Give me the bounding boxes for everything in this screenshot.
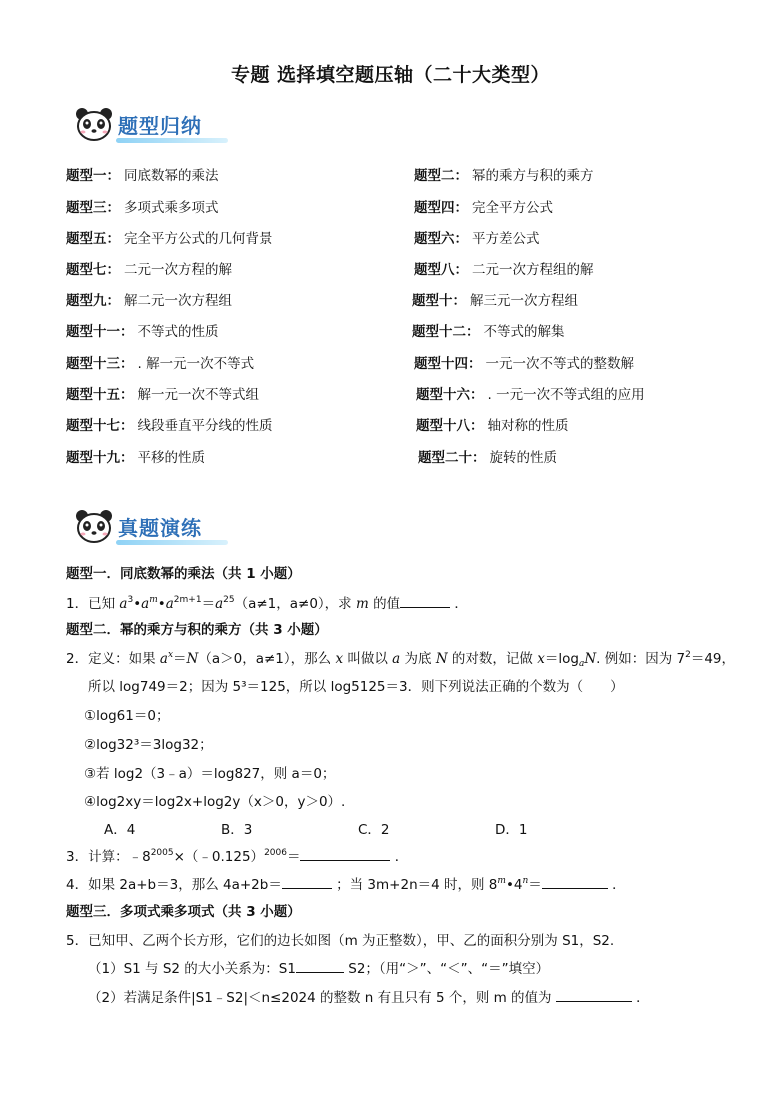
answer-blank[interactable] [282, 874, 332, 889]
type-list-item [66, 289, 232, 309]
type-text: 轴对称的性质 [487, 418, 569, 434]
type-list-item [66, 383, 259, 403]
type-list-item [414, 164, 594, 184]
type-label: 题型三： [66, 200, 120, 216]
type-list-item [414, 227, 540, 247]
type-list-item [66, 320, 219, 340]
type-text: 同底数幂的乘法 [124, 168, 219, 184]
type-text: 二元一次方程的解 [124, 262, 232, 278]
type-list-item [416, 383, 645, 403]
option-a[interactable]: A．4 [104, 822, 136, 838]
type-list-item [66, 227, 273, 247]
type-label: 题型二十： [418, 450, 486, 466]
answer-blank[interactable] [296, 958, 344, 973]
section-heading: 题型三．多项式乘多项式（共 3 小题） [66, 904, 301, 920]
type-label: 题型九： [66, 293, 120, 309]
type-label: 题型十二： [412, 324, 480, 340]
option-b[interactable]: B．3 [221, 822, 253, 838]
type-text: 多项式乘多项式 [124, 200, 219, 216]
type-label: 题型十四： [414, 356, 482, 372]
panda-icon [74, 508, 114, 544]
type-text: . 解一元一次不等式 [137, 356, 255, 372]
type-label: 题型十九： [66, 450, 134, 466]
type-label: 题型五： [66, 231, 120, 247]
type-label: 题型七： [66, 262, 120, 278]
type-list-item [66, 164, 219, 184]
type-text: 平移的性质 [137, 450, 205, 466]
type-list-item [412, 289, 578, 309]
section-banner-practice [70, 506, 230, 548]
question-2-line-1: 2．定义：如果 $a^x=N(a>0$，a≠1），那么 x 叫做以 a 为底 N 的对数，记做 $x=\log_aN$. 例如：因为 $7^2=49$， [66, 650, 736, 669]
option-c[interactable]: C．2 [358, 822, 390, 838]
type-list-item [414, 196, 553, 216]
type-text: 解一元一次不等式组 [137, 387, 259, 403]
type-text: 线段垂直平分线的性质 [137, 418, 273, 434]
type-label: 题型八： [414, 262, 468, 278]
statement-2: ②log32³＝3log32； [84, 737, 213, 753]
type-text: 解二元一次方程组 [124, 293, 232, 309]
type-list-item [414, 258, 594, 278]
banner-title: 题型归纳 [118, 114, 202, 138]
type-list-item [66, 446, 205, 466]
question-2-line-2: 所以 log749＝2；因为 5³＝125，所以 log5125＝3．则下列说法正确的个数为（ ） [88, 679, 624, 695]
question-5-line-1: 5．已知甲、乙两个长方形，它们的边长如图（m 为正整数），甲、乙的面积分别为 S1，S2. [66, 933, 615, 949]
type-list-item [412, 320, 565, 340]
type-label: 题型十八： [416, 418, 484, 434]
answer-blank[interactable] [556, 987, 632, 1002]
statement-3: ③若 log2（3﹣a）＝log827，则 a＝0； [84, 766, 336, 782]
type-list-item [416, 414, 569, 434]
type-label: 题型十七： [66, 418, 134, 434]
option-d[interactable]: D．1 [495, 822, 528, 838]
type-text: 完全平方公式 [472, 200, 553, 216]
type-list-item [66, 258, 232, 278]
type-text: 不等式的解集 [483, 324, 565, 340]
type-label: 题型十一： [66, 324, 134, 340]
section-banner-types [70, 104, 230, 146]
type-label: 题型十三： [66, 356, 134, 372]
statement-4: ④log2xy＝log2x+log2y（x＞0，y＞0）. [84, 794, 346, 810]
answer-blank[interactable] [400, 593, 450, 608]
type-text: 旋转的性质 [489, 450, 557, 466]
page-title: 专题 选择填空题压轴（二十大类型） [230, 64, 551, 86]
question-4: 4．如果 2a+b＝3，那么 4a+2b＝ ；当 3m+2n＝4 时，则 $8^m•4^n=$ ． [66, 876, 626, 893]
question-1: 1．已知 $a^3•a^m•a^{2m+1}=a^{25}(a\ne 1$，a≠0），求 m 的值 ． [66, 595, 468, 612]
type-list-item [66, 414, 273, 434]
statement-1: ①log61＝0； [84, 708, 170, 724]
section-heading: 题型二．幂的乘方与积的乘方（共 3 小题） [66, 622, 328, 638]
answer-blank[interactable] [300, 846, 390, 861]
type-text: 不等式的性质 [137, 324, 219, 340]
type-list-item [418, 446, 557, 466]
question-5-part-2: （2）若满足条件|S1﹣S2|＜n≤2024 的整数 n 有且只有 5 个，则 m 的值为 ． [88, 986, 650, 1006]
type-text: 完全平方公式的几何背景 [124, 231, 273, 247]
type-list-item [414, 352, 634, 372]
type-text: 平方差公式 [472, 231, 540, 247]
type-text: . 一元一次不等式组的应用 [487, 387, 645, 403]
type-label: 题型十： [412, 293, 466, 309]
type-label: 题型十五： [66, 387, 134, 403]
type-text: 一元一次不等式的整数解 [485, 356, 634, 372]
type-label: 题型四： [414, 200, 468, 216]
type-list-item [66, 352, 254, 372]
panda-icon [74, 106, 114, 142]
type-label: 题型十六： [416, 387, 484, 403]
section-heading: 题型一．同底数幂的乘法（共 1 小题） [66, 566, 301, 582]
question-3: 3．计算：$﹣8^{2005}\times(﹣0.125)^{2006}=$ ． [66, 848, 409, 865]
type-text: 幂的乘方与积的乘方 [472, 168, 594, 184]
type-text: 二元一次方程组的解 [472, 262, 594, 278]
type-list-item [66, 196, 219, 216]
type-label: 题型二： [414, 168, 468, 184]
question-5-part-1: （1）S1 与 S2 的大小关系为：S1 S2；（用“＞”、“＜”、“＝”填空） [88, 957, 549, 977]
answer-blank[interactable] [542, 874, 608, 889]
type-text: 解三元一次方程组 [470, 293, 578, 309]
type-label: 题型六： [414, 231, 468, 247]
banner-title: 真题演练 [118, 516, 202, 540]
type-label: 题型一： [66, 168, 120, 184]
